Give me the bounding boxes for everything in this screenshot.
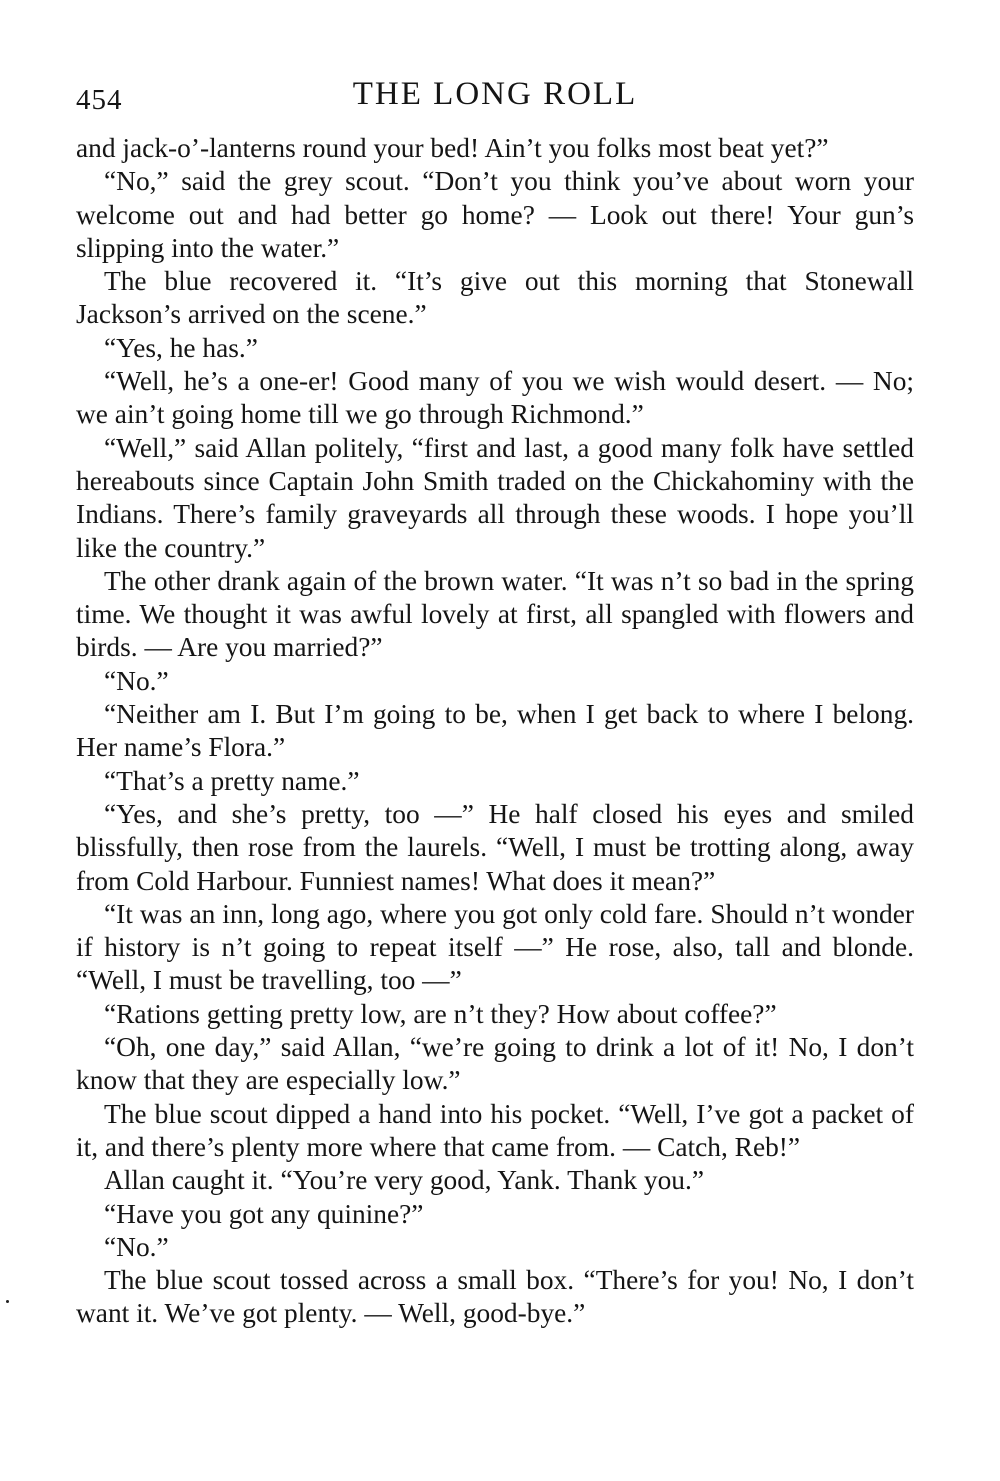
paragraph: “No.” — [104, 665, 169, 696]
paragraph: “Have you got any quinine?” — [104, 1198, 424, 1229]
margin-speck — [6, 1300, 9, 1303]
paragraph: “Yes, and she’s pretty, too —” He half closed his eyes and smiled blissfully, then rose from the laurels. “Well, I must be trotting along, away from Cold Harbour. Funniest names! What does it mean?” — [76, 798, 914, 896]
book-page — [76, 70, 914, 1331]
paragraph: and jack-o’-lanterns round your bed! Ain’t you folks most beat yet?” — [76, 133, 829, 163]
paragraph: The other drank again of the brown water. “It was n’t so bad in the spring time. We thought it was awful lovely at first, all spangled with flowers and birds. — Are you married?” — [76, 565, 914, 663]
running-title: THE LONG ROLL — [352, 76, 638, 112]
paragraph: The blue scout dipped a hand into his pocket. “Well, I’ve got a packet of it, and there’s plenty more where that came from. — Catch, Reb!” — [76, 1098, 914, 1162]
page-number: 454 — [76, 84, 123, 116]
paragraph: “Well,” said Allan politely, “first and last, a good many folk have settled hereabouts since Captain John Smith traded on the Chickahominy with the Indians. There’s family graveyards all through these woods. I hope you’ll like the country.” — [76, 432, 914, 563]
paragraph: “Neither am I. But I’m going to be, when I get back to where I belong. Her name’s Flora.” — [76, 699, 914, 763]
paragraph: The blue scout tossed across a small box. “There’s for you! No, I don’t want it. We’ve got plenty. — Well, good-bye.” — [76, 1265, 914, 1329]
paragraph: The blue recovered it. “It’s give out this morning that Stonewall Jackson’s arrived on the scene.” — [76, 266, 914, 330]
paragraph: Allan caught it. “You’re very good, Yank. Thank you.” — [104, 1165, 704, 1196]
paragraph: “It was an inn, long ago, where you got only cold fare. Should n’t wonder if history is n’t going to repeat itself —” He rose, also, tall and blonde. “Well, I must be travelling, too —” — [76, 898, 914, 996]
paragraph: “No,” said the grey scout. “Don’t you think you’ve about worn your welcome out and had better go home? — Look out there! Your gun’s slipping into the water.” — [76, 166, 914, 263]
body-text — [76, 132, 914, 1331]
paragraph: “No.” — [104, 1231, 169, 1262]
paragraph: “Oh, one day,” said Allan, “we’re going to drink a lot of it! No, I don’t know that they are especially low.” — [76, 1032, 914, 1096]
paragraph: “Yes, he has.” — [104, 332, 258, 363]
paragraph: “Well, he’s a one-er! Good many of you we wish would desert. — No; we ain’t going home till we go through Richmond.” — [76, 366, 914, 430]
page-header — [76, 70, 914, 132]
paragraph: “That’s a pretty name.” — [104, 765, 360, 796]
paragraph: “Rations getting pretty low, are n’t they? How about coffee?” — [104, 998, 777, 1029]
